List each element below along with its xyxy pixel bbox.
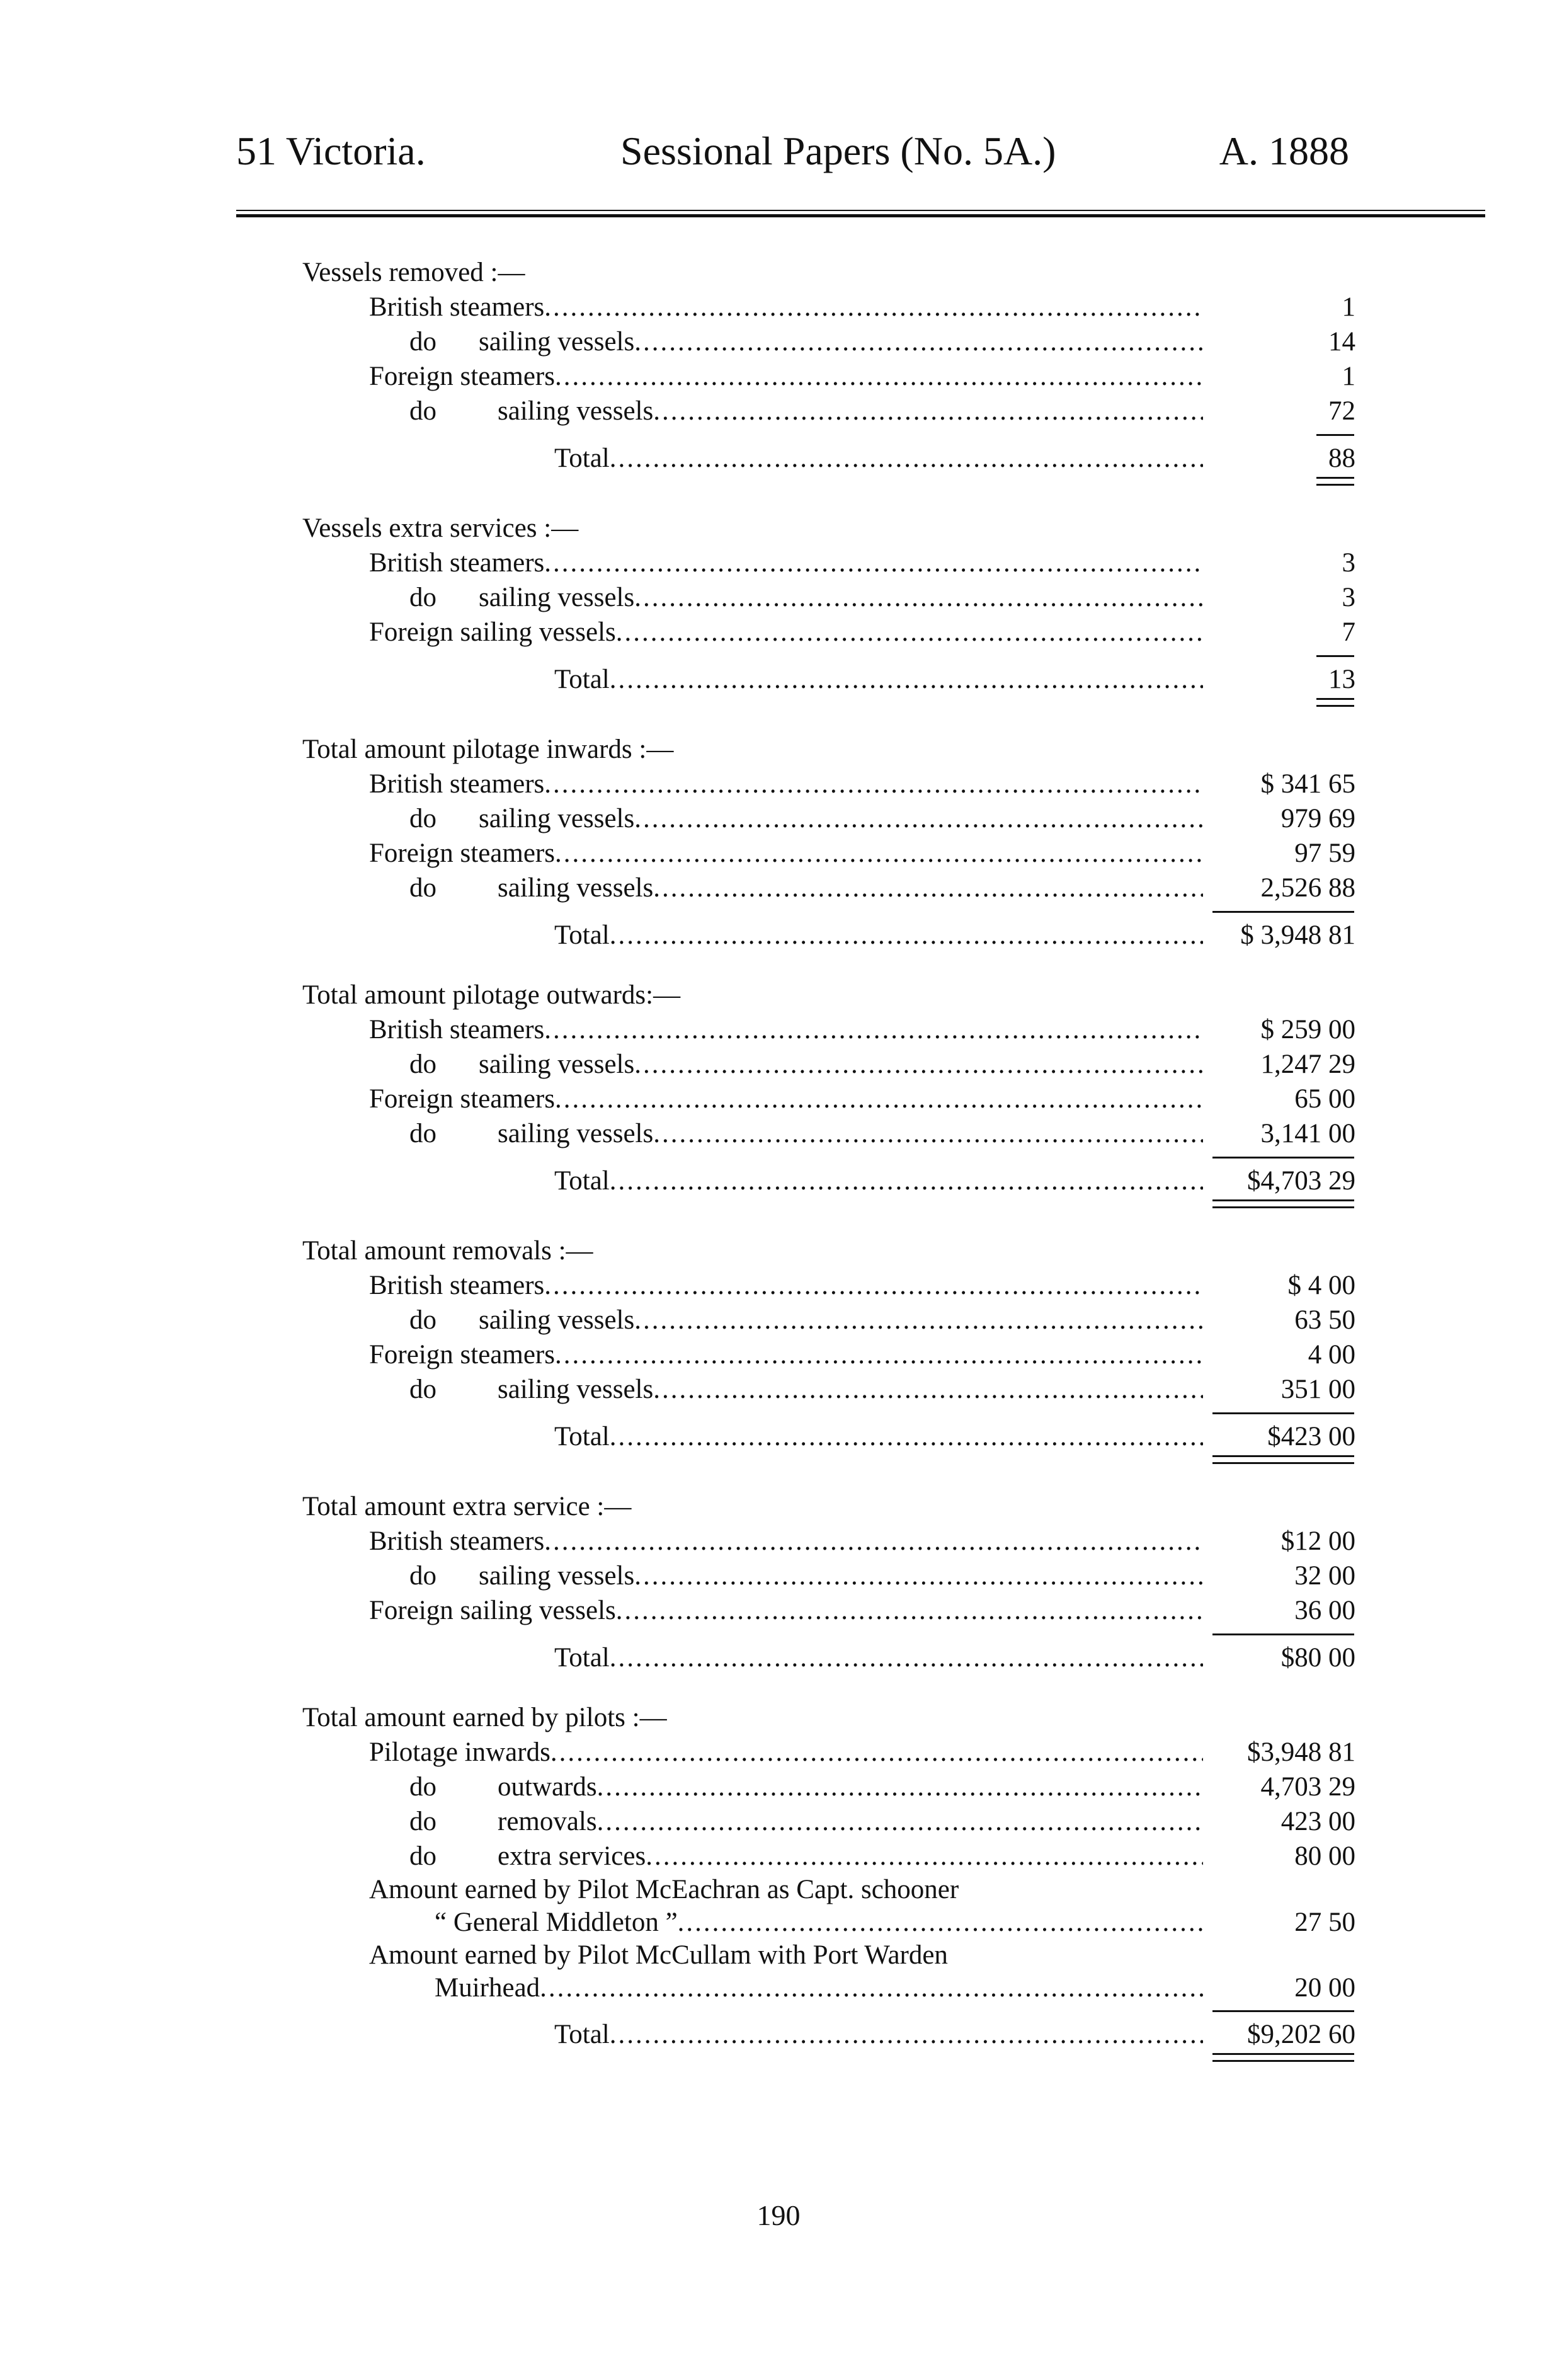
table-row — [296, 1047, 1360, 1082]
ditto-mark: do — [409, 1375, 436, 1404]
row-value: 3 — [1342, 583, 1355, 612]
section-removals — [296, 1233, 1360, 1464]
ditto-mark: do — [409, 1807, 436, 1836]
row-label: Amount earned by Pilot McEachran as Capt. schooner — [369, 1875, 959, 1904]
row-label: British steamers ..... — [296, 546, 1203, 580]
header-year: A. 1888 — [1219, 129, 1349, 173]
total-label: Total ..... — [296, 918, 1203, 953]
total-row — [296, 2017, 1360, 2052]
sum-rule — [296, 649, 1360, 662]
row-label: do sailing vessels ..... — [296, 1303, 1203, 1337]
total-double-rule — [296, 476, 1360, 486]
total-row — [296, 1640, 1360, 1675]
section-heading: Vessels extra services :— — [302, 513, 579, 543]
row-label: British steamers ..... — [296, 1268, 1203, 1303]
row-label: Foreign sailing vessels ..... — [296, 615, 1203, 649]
row-value: 4,703 29 — [1260, 1772, 1355, 1802]
table-row — [296, 546, 1360, 580]
section-heading: Total amount pilotage outwards:— — [302, 980, 681, 1010]
section-heading: Total amount pilotage inwards :— — [302, 735, 674, 764]
row-value: 27 50 — [1294, 1908, 1355, 1937]
row-label: British steamers ..... — [296, 1524, 1203, 1559]
ditto-mark: do — [409, 583, 436, 612]
sum-rule — [296, 1151, 1360, 1164]
table-row — [296, 1337, 1360, 1372]
total-double-rule — [296, 1198, 1360, 1208]
total-value: $ 3,948 81 — [1240, 920, 1355, 950]
total-row — [296, 918, 1360, 953]
header-rule — [236, 210, 1485, 217]
ditto-mark: do — [409, 873, 436, 903]
row-value: 351 00 — [1280, 1375, 1355, 1404]
section-heading: Total amount removals :— — [302, 1236, 593, 1266]
row-label: British steamers ..... — [296, 290, 1203, 324]
table-row — [296, 290, 1360, 324]
row-label: do sailing vessels ..... — [296, 1047, 1203, 1082]
ditto-mark: do — [409, 1050, 436, 1079]
total-value: $9,202 60 — [1247, 2020, 1355, 2049]
sum-rule — [296, 428, 1360, 441]
table-row — [296, 615, 1360, 649]
row-value: $12 00 — [1280, 1526, 1355, 1556]
row-value: 36 00 — [1294, 1596, 1355, 1625]
section-heading: Total amount earned by pilots :— — [302, 1703, 667, 1732]
total-value: $423 00 — [1267, 1422, 1355, 1451]
sum-rule — [296, 2005, 1360, 2017]
row-label: do sailing vessels ..... — [296, 1116, 1203, 1151]
table-row — [296, 1839, 1360, 1874]
ditto-mark: do — [409, 1305, 436, 1335]
table-row — [296, 580, 1360, 615]
row-value: $ 259 00 — [1260, 1015, 1355, 1044]
table-row — [296, 1372, 1360, 1407]
total-value: 88 — [1328, 443, 1355, 473]
row-value: 72 — [1328, 396, 1355, 426]
total-row — [296, 1419, 1360, 1454]
row-value: 65 00 — [1294, 1084, 1355, 1114]
table-row — [296, 1874, 1360, 1906]
table-row — [296, 1770, 1360, 1804]
row-label: Foreign steamers ..... — [296, 359, 1203, 394]
row-value: $ 4 00 — [1287, 1271, 1355, 1300]
row-label: do outwards ..... — [296, 1770, 1203, 1804]
table-row — [296, 359, 1360, 394]
row-label: Foreign steamers ..... — [296, 836, 1203, 871]
row-value: 7 — [1342, 617, 1355, 647]
table-row — [296, 1939, 1360, 1972]
row-value: 1 — [1342, 362, 1355, 391]
table-row — [296, 1804, 1360, 1839]
table-row — [296, 394, 1360, 428]
row-value: 80 00 — [1294, 1841, 1355, 1871]
section-extra-services — [296, 511, 1360, 707]
table-row — [296, 1593, 1360, 1628]
sum-rule — [296, 905, 1360, 918]
row-value: $3,948 81 — [1247, 1737, 1355, 1767]
total-label: Total ..... — [296, 662, 1203, 697]
row-value: 2,526 88 — [1260, 873, 1355, 903]
row-label: do removals ..... — [296, 1804, 1203, 1839]
total-row — [296, 441, 1360, 476]
row-label: do extra services ..... — [296, 1839, 1203, 1874]
row-label: Foreign steamers ..... — [296, 1337, 1203, 1372]
row-value: 14 — [1328, 327, 1355, 357]
table-row — [296, 1972, 1360, 2005]
table-row — [296, 1906, 1360, 1939]
row-value: 20 00 — [1294, 1973, 1355, 2003]
row-label: “ General Middleton ” ..... — [296, 1906, 1203, 1939]
row-value: 32 00 — [1294, 1561, 1355, 1591]
total-row — [296, 1164, 1360, 1198]
table-row — [296, 871, 1360, 905]
table-row — [296, 1012, 1360, 1047]
section-pilotage-outwards — [296, 978, 1360, 1208]
ditto-mark: do — [409, 1561, 436, 1591]
total-value: $80 00 — [1280, 1643, 1355, 1673]
total-label: Total ..... — [296, 1640, 1203, 1675]
section-pilotage-inwards — [296, 732, 1360, 953]
row-label: Foreign steamers ..... — [296, 1082, 1203, 1116]
total-double-rule — [296, 2052, 1360, 2062]
row-value: 3,141 00 — [1260, 1119, 1355, 1148]
total-double-rule — [296, 1454, 1360, 1464]
table-row — [296, 1082, 1360, 1116]
ditto-mark: do — [409, 1119, 436, 1148]
row-value: 3 — [1342, 548, 1355, 578]
row-label: Amount earned by Pilot McCullam with Port Warden — [369, 1940, 948, 1970]
table-row — [296, 836, 1360, 871]
pilotage-table — [296, 255, 1360, 2087]
page-number: 190 — [756, 2199, 801, 2231]
row-label: do sailing vessels ..... — [296, 1559, 1203, 1593]
table-row — [296, 1559, 1360, 1593]
table-row — [296, 1268, 1360, 1303]
row-value: 63 50 — [1294, 1305, 1355, 1335]
table-row — [296, 801, 1360, 836]
section-earned-by-pilots — [296, 1700, 1360, 2062]
ditto-mark: do — [409, 1841, 436, 1871]
header-title: Sessional Papers (No. 5A.) — [620, 129, 1056, 173]
sum-rule — [296, 1628, 1360, 1640]
table-row — [296, 1303, 1360, 1337]
ditto-mark: do — [409, 804, 436, 833]
total-label: Total ..... — [296, 441, 1203, 476]
total-value: 13 — [1328, 665, 1355, 694]
row-label: do sailing vessels ..... — [296, 1372, 1203, 1407]
table-row — [296, 767, 1360, 801]
row-value: 1 — [1342, 292, 1355, 322]
section-vessels-removed — [296, 255, 1360, 486]
total-value: $4,703 29 — [1247, 1166, 1355, 1196]
total-double-rule — [296, 697, 1360, 707]
row-label: British steamers ..... — [296, 767, 1203, 801]
section-extra-service-amount — [296, 1489, 1360, 1675]
row-value: $ 341 65 — [1260, 769, 1355, 799]
ditto-mark: do — [409, 396, 436, 426]
row-value: 97 59 — [1294, 838, 1355, 868]
section-heading: Total amount extra service :— — [302, 1492, 632, 1521]
total-row — [296, 662, 1360, 697]
row-label: British steamers ..... — [296, 1012, 1203, 1047]
row-value: 4 00 — [1308, 1340, 1355, 1370]
sum-rule — [296, 1407, 1360, 1419]
header-session: 51 Victoria. — [236, 129, 426, 173]
row-label: do sailing vessels ..... — [296, 324, 1203, 359]
row-label: do sailing vessels ..... — [296, 394, 1203, 428]
row-label: do sailing vessels ..... — [296, 580, 1203, 615]
table-row — [296, 1735, 1360, 1770]
table-row — [296, 324, 1360, 359]
row-value: 1,247 29 — [1260, 1050, 1355, 1079]
row-label: do sailing vessels ..... — [296, 871, 1203, 905]
row-value: 423 00 — [1280, 1807, 1355, 1836]
total-label: Total ..... — [296, 1164, 1203, 1198]
total-label: Total ..... — [296, 1419, 1203, 1454]
total-label: Total ..... — [296, 2017, 1203, 2052]
row-label: do sailing vessels ..... — [296, 801, 1203, 836]
table-row — [296, 1116, 1360, 1151]
row-value: 979 69 — [1280, 804, 1355, 833]
section-heading: Vessels removed :— — [302, 258, 525, 287]
row-label: Muirhead ..... — [296, 1972, 1203, 2005]
table-row — [296, 1524, 1360, 1559]
row-label: Pilotage inwards ..... — [296, 1735, 1203, 1770]
ditto-mark: do — [409, 1772, 436, 1802]
row-label: Foreign sailing vessels ..... — [296, 1593, 1203, 1628]
ditto-mark: do — [409, 327, 436, 357]
